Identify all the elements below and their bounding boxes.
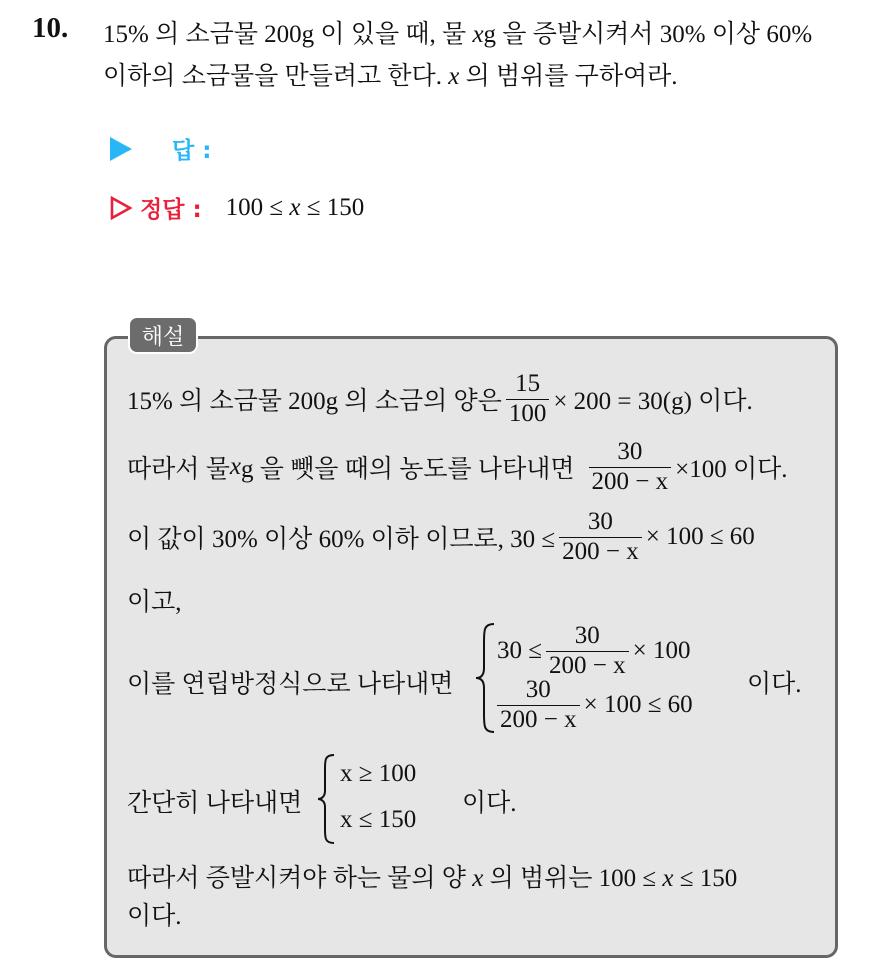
system-simple-1: x ≥ 100 xyxy=(340,760,417,787)
system-eq-2: $\frac{30}{200 - x}$ × 100 ≤ 60 xyxy=(497,676,693,735)
solution-line-7: 따라서 증발시켜야 하는 물의 양 x 의 범위는 100 ≤ x ≤ 150 xyxy=(127,865,738,892)
correct-answer-label: 정답 : xyxy=(140,197,202,223)
system-eq-1: 30 ≤ $\frac{30}{200 - x}$ × 100 xyxy=(497,622,691,679)
solution-line-2: 따라서 물 x g 을 뺏을 때의 농도를 나타내면 $\frac{30}{200 - x}$ ×100 이다. xyxy=(127,438,788,495)
fraction: $\frac{30}{200 - x}$ xyxy=(497,676,580,735)
solution-line-6-end: 이다. xyxy=(462,790,517,817)
solution-line-5-label: 이를 연립방정식으로 나타내면 xyxy=(127,671,454,698)
solution-tag: 해설 xyxy=(128,316,198,354)
correct-answer-value: 100 ≤ x ≤ 150 xyxy=(225,193,365,221)
left-brace-icon xyxy=(474,622,496,734)
system-simple-2: x ≤ 150 xyxy=(340,806,417,833)
fraction: $\frac{30}{200 - x}$ xyxy=(559,508,642,567)
solution-line-3: 이 값이 30% 이상 60% 이하 이므로, 30 ≤ $\frac{30}{200 - x}$ × 100 ≤ 60 xyxy=(127,508,755,565)
question-line-2: 이하의 소금물을 만들려고 한다. x 의 범위를 구하여라. xyxy=(103,63,678,90)
fraction: $\frac{15}{100}$ xyxy=(506,370,550,429)
solution-line-8: 이다. xyxy=(127,903,182,930)
answer-row xyxy=(110,132,211,165)
solution-line-6-label: 간단히 나타내면 xyxy=(127,790,303,817)
solution-line-5-end: 이다. xyxy=(747,671,802,698)
fraction: $\frac{30}{200 - x}$ xyxy=(589,438,672,497)
outline-triangle-icon xyxy=(110,196,132,220)
play-triangle-icon xyxy=(110,137,132,161)
question-number: 10. xyxy=(32,12,69,44)
solution-line-4: 이고, xyxy=(127,589,182,616)
fraction: $\frac{30}{200 - x}$ xyxy=(546,622,629,681)
left-brace-icon xyxy=(316,753,336,845)
question-line-1: 15% 의 소금물 200g 이 있을 때, 물 xg 을 증발시켜서 30% 이상 60% xyxy=(103,21,813,48)
answer-label: 답 : xyxy=(172,138,212,164)
correct-answer-row xyxy=(110,191,364,224)
solution-line-1: 15% 의 소금물 200g 의 소금의 양은 $\frac{15}{100}$ × 200 = 30(g) 이다. xyxy=(127,370,753,427)
